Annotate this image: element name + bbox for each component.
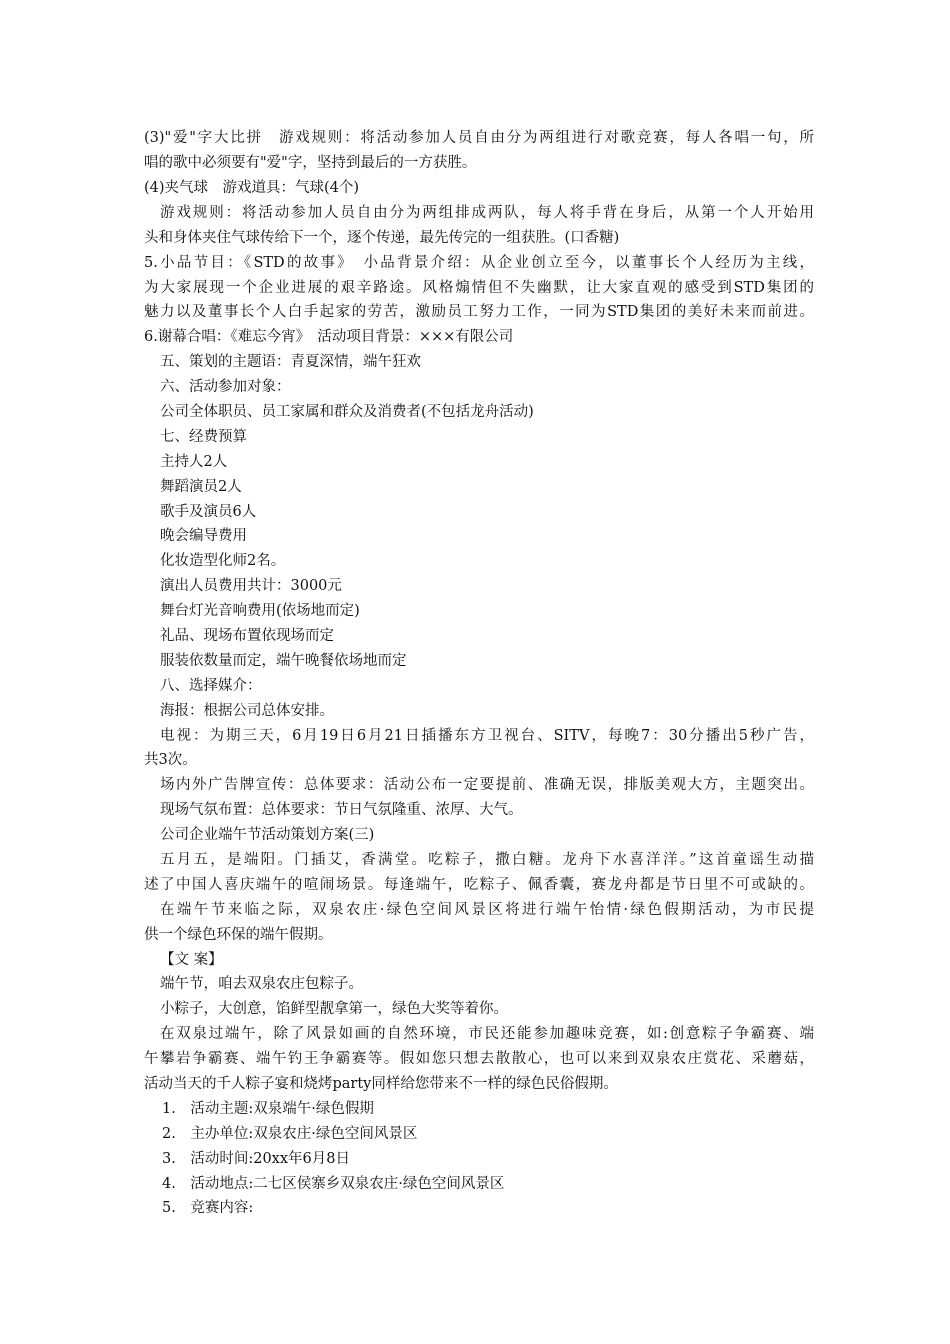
text-line: (4)夹气球 游戏道具：气球(4个) — [144, 180, 360, 196]
text-line: 头和身体夹住气球传给下一个，逐个传递，最先传完的一组获胜。(口香糖) — [144, 230, 620, 246]
section-heading: 六、活动参加对象： — [160, 379, 291, 395]
text-line: 游戏规则：将活动参加人员自由分为两组排成两队，每人将手背在身后，从第一个人开始用 — [160, 205, 814, 221]
section-heading: 五、策划的主题语：青夏深情，端午狂欢 — [160, 354, 421, 370]
text-line: 唱的歌中必须要有"爱"字，坚持到最后的一方获胜。 — [144, 155, 477, 171]
section-heading: 【文 案】 — [160, 952, 223, 968]
text-line: 电视：为期三天，6月19日6月21日插播东方卫视台、SITV，每晚7：30分播出5秒广告， — [160, 728, 814, 744]
text-line: 演出人员费用共计：3000元 — [160, 578, 342, 594]
text-line: 午攀岩争霸赛、端午钓王争霸赛等。假如您只想去散散心，也可以来到双泉农庄赏花、采蘑菇， — [144, 1051, 814, 1067]
text-line: 活动当天的千人粽子宴和烧烤party同样给您带来不一样的绿色民俗假期。 — [144, 1076, 618, 1092]
text-line: 化妆造型化师2名。 — [160, 553, 286, 569]
text-line: 现场气氛布置：总体要求：节日气氛隆重、浓厚、大气。 — [160, 802, 523, 818]
list-item: 2. 主办单位:双泉农庄·绿色空间风景区 — [162, 1126, 418, 1142]
text-line: 端午节，咱去双泉农庄包粽子。 — [160, 976, 363, 992]
text-line: 5.小品节目：《STD的故事》 小品背景介绍：从企业创立至今，以董事长个人经历为主线， — [144, 255, 814, 271]
text-line: (3)"爱"字大比拼 游戏规则：将活动参加人员自由分为两组进行对歌竞赛，每人各唱一句，所 — [144, 130, 814, 146]
text-line: 场内外广告牌宣传：总体要求：活动公布一定要提前、准确无误，排版美观大方，主题突出。 — [160, 777, 814, 793]
text-line: 共3次。 — [144, 752, 197, 768]
section-heading: 七、经费预算 — [160, 429, 247, 445]
text-line: 公司全体职员、员工家属和群众及消费者(不包括龙舟活动) — [160, 404, 534, 420]
list-item: 5. 竞赛内容: — [162, 1200, 254, 1216]
list-item: 3. 活动时间:20xx年6月8日 — [162, 1151, 350, 1167]
text-line: 五月五，是端阳。门插艾，香满堂。吃粽子，撒白糖。龙舟下水喜洋洋。”这首童谣生动描 — [160, 852, 814, 868]
text-line: 舞台灯光音响费用(依场地而定) — [160, 603, 360, 619]
text-line: 在双泉过端午，除了风景如画的自然环境，市民还能参加趣味竞赛，如:创意粽子争霸赛、端 — [160, 1026, 814, 1042]
text-line: 述了中国人喜庆端午的喧闹场景。每逢端午，吃粽子、佩香囊，赛龙舟都是节日里不可或缺的。 — [144, 877, 814, 893]
text-line: 6.谢幕合唱：《难忘今宵》 活动项目背景：×××有限公司 — [144, 329, 514, 345]
text-line: 海报：根据公司总体安排。 — [160, 703, 334, 719]
text-line: 服装依数量而定，端午晚餐依场地而定 — [160, 653, 407, 669]
text-line: 为大家展现一个企业进展的艰辛路途。风格煽情但不失幽默，让大家直观的感受到STD集团的 — [144, 280, 814, 296]
section-heading: 八、选择媒介： — [160, 678, 262, 694]
list-item: 1. 活动主题:双泉端午·绿色假期 — [162, 1101, 374, 1117]
list-item: 4. 活动地点:二七区侯寨乡双泉农庄·绿色空间风景区 — [162, 1176, 505, 1192]
document-subtitle: 公司企业端午节活动策划方案(三) — [160, 827, 375, 843]
text-line: 在端午节来临之际，双泉农庄·绿色空间风景区将进行端午怡情·绿色假期活动，为市民提 — [160, 902, 814, 918]
text-line: 小粽子，大创意，馅鲜型靓拿第一，绿色大奖等着你。 — [160, 1001, 508, 1017]
text-line: 舞蹈演员2人 — [160, 479, 242, 495]
text-line: 主持人2人 — [160, 454, 228, 470]
text-line: 供一个绿色环保的端午假期。 — [144, 927, 333, 943]
text-line: 魅力以及董事长个人白手起家的劳苦，激励员工努力工作，一同为STD集团的美好未来而前进。 — [144, 304, 814, 320]
text-line: 礼品、现场布置依现场而定 — [160, 628, 334, 644]
text-line: 歌手及演员6人 — [160, 504, 257, 520]
text-line: 晚会编导费用 — [160, 528, 247, 544]
